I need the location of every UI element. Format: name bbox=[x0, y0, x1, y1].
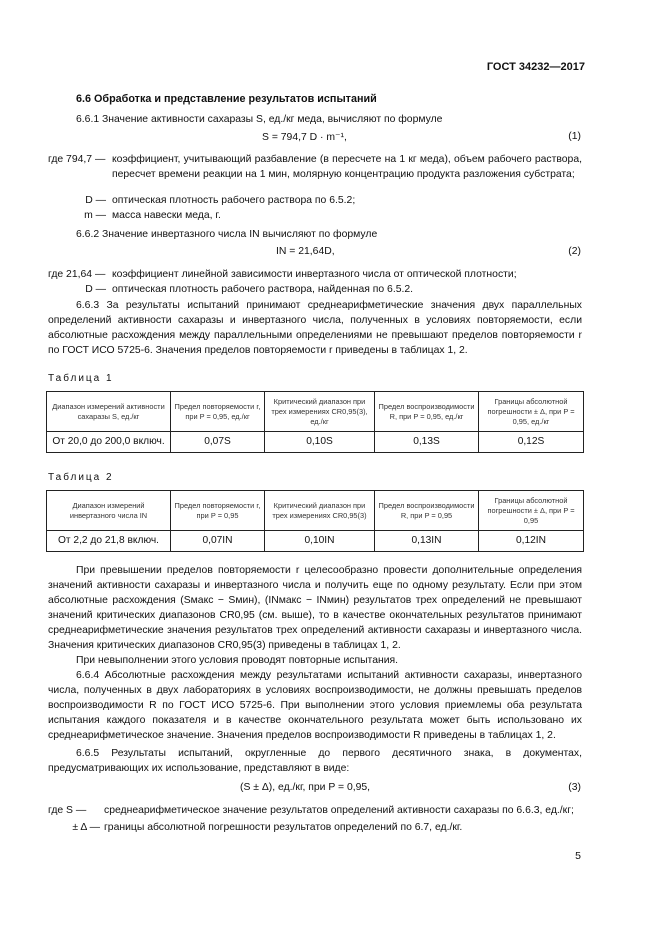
table-1-header: Диапазон измерений активности сахаразы S, ед./кг bbox=[47, 392, 171, 432]
paragraph-6-6-5: 6.6.5 Результаты испытаний, округленные до первого десятичного знака, в документах, предусматривающих их использование, представляют в виде: bbox=[48, 748, 582, 774]
where3-term-0: где S — bbox=[48, 805, 87, 816]
where1-term-2: m — bbox=[84, 210, 106, 221]
table-2-cell: 0,12IN bbox=[479, 531, 584, 552]
where1-desc-0: коэффициент, учитывающий разбавление (в пересчете на 1 кг меда), объем рабочего раствора, пересчет времени реакции на 1 мин, молярную концентрацию продукта разложения субстрата; bbox=[112, 154, 582, 180]
paragraph-6-6-1: 6.6.1 Значение активности сахаразы S, ед./кг меда, вычисляют по формуле bbox=[76, 114, 443, 125]
table-1-cell: 0,12S bbox=[479, 432, 584, 453]
table-2-cell: От 2,2 до 21,8 включ. bbox=[47, 531, 171, 552]
formula-1: S = 794,7 D · m⁻¹, bbox=[262, 132, 347, 143]
paragraph-6-6-4: 6.6.4 Абсолютные расхождения между результатами испытаний активности сахаразы, инвертазного числа, полученных в двух лабораториях в условиях воспроизводимости, не должны превышать пределов воспроизводимости R по ГОСТ ИСО 5725-6. При выполнении этого условия приемлемы оба результата испытания каждого показателя и в качестве окончательного результата может быть использовано их среднеарифметическое значение. Значения пределов воспроизводимости R приведены в таблицах 1, 2. bbox=[48, 670, 582, 741]
formula-3-number: (3) bbox=[568, 782, 581, 793]
table-1-header: Границы абсолютной погрешности ± Δ, при P = 0,95, ед./кг bbox=[479, 392, 584, 432]
where1-desc-2: масса навески меда, г. bbox=[112, 210, 221, 221]
table-row bbox=[47, 432, 584, 453]
where3-desc-1: границы абсолютной погрешности результатов определений по 6.7, ед./кг. bbox=[104, 822, 463, 833]
table-2 bbox=[46, 490, 584, 552]
table-2-cell: 0,07IN bbox=[171, 531, 265, 552]
table-2-header: Критический диапазон при трех измерениях CR0,95(3) bbox=[265, 491, 375, 531]
table-2-header: Предел воспроизводимости R, при P = 0,95 bbox=[375, 491, 479, 531]
table-2-header-row bbox=[47, 491, 584, 531]
formula-2-number: (2) bbox=[568, 246, 581, 257]
table-1 bbox=[46, 391, 584, 453]
table-2-header: Диапазон измерений инвертазного числа IN bbox=[47, 491, 171, 531]
table-2-cell: 0,10IN bbox=[265, 531, 375, 552]
table-2-cell: 0,13IN bbox=[375, 531, 479, 552]
table-1-cell: 0,07S bbox=[171, 432, 265, 453]
section-title: 6.6 Обработка и представление результатов испытаний bbox=[76, 93, 377, 105]
table-1-cell: От 20,0 до 200,0 включ. bbox=[47, 432, 171, 453]
page-number: 5 bbox=[575, 850, 581, 862]
where1-term-0: где 794,7 — bbox=[48, 154, 106, 165]
document-id-header: ГОСТ 34232—2017 bbox=[486, 61, 585, 73]
table-1-header: Предел воспроизводимости R, при P = 0,95, ед./кг bbox=[375, 392, 479, 432]
formula-1-number: (1) bbox=[568, 131, 581, 142]
where3-term-1: ± Δ — bbox=[72, 822, 100, 833]
paragraph-6-6-3: 6.6.3 За результаты испытаний принимают среднеарифметические значения двух параллельных определений активности сахаразы и инвертазного числа, полученных в условиях повторяемости, если абсолютные расхождения между параллельными определениями не превышают пределов повторяемости r по ГОСТ ИСО 5725-6. Значения пределов повторяемости r приведены в таблицах 1, 2. bbox=[48, 300, 582, 356]
table-1-cell: 0,13S bbox=[375, 432, 479, 453]
table-1-header: Предел повторяемости r, при P = 0,95, ед./кг bbox=[171, 392, 265, 432]
formula-2: IN = 21,64D, bbox=[276, 246, 335, 257]
paragraph-repeatability-exceeded: При превышении пределов повторяемости r целесообразно провести дополнительные определения значений активности сахаразы и инвертазного числа и получить еще по одному результату. Если при этом абсолютные расхождения (Sмакс − Sмин), (INмакс − INмин) результатов трех определений не превышают значений критических диапазонов CR0,95 (см. выше), то в качестве окончательных результатов принимают среднеарифметические значения результатов трех определений активности сахаразы и инвертазного числа. Значения критических диапазонов CR0,95(3) приведены в таблицах 1, 2. bbox=[48, 565, 582, 651]
where3-desc-0: среднеарифметическое значение результатов определений активности сахаразы по 6.6.3, ед./кг; bbox=[104, 805, 574, 816]
paragraph-condition-not-met: При невыполнении этого условия проводят повторные испытания. bbox=[76, 655, 399, 666]
table-1-header-row bbox=[47, 392, 584, 432]
table-row bbox=[47, 531, 584, 552]
where2-desc-1: оптическая плотность рабочего раствора, найденная по 6.5.2. bbox=[112, 284, 414, 295]
where1-term-1: D — bbox=[85, 195, 106, 206]
where2-term-0: где 21,64 — bbox=[48, 269, 106, 280]
where1-desc-1: оптическая плотность рабочего раствора по 6.5.2; bbox=[112, 195, 356, 206]
formula-3: (S ± Δ), ед./кг, при P = 0,95, bbox=[240, 782, 371, 793]
table-2-caption: Таблица 2 bbox=[48, 472, 114, 483]
paragraph-6-6-2: 6.6.2 Значение инвертазного числа IN вычисляют по формуле bbox=[76, 229, 378, 240]
table-1-caption: Таблица 1 bbox=[48, 373, 114, 384]
table-1-cell: 0,10S bbox=[265, 432, 375, 453]
table-1-header: Критический диапазон при трех измерениях CR0,95(3), ед./кг bbox=[265, 392, 375, 432]
table-2-header: Предел повторяемости r, при P = 0,95 bbox=[171, 491, 265, 531]
table-2-header: Границы абсолютной погрешности ± Δ, при P = 0,95 bbox=[479, 491, 584, 531]
where2-desc-0: коэффициент линейной зависимости инвертазного числа от оптической плотности; bbox=[112, 269, 517, 280]
where2-term-1: D — bbox=[85, 284, 106, 295]
